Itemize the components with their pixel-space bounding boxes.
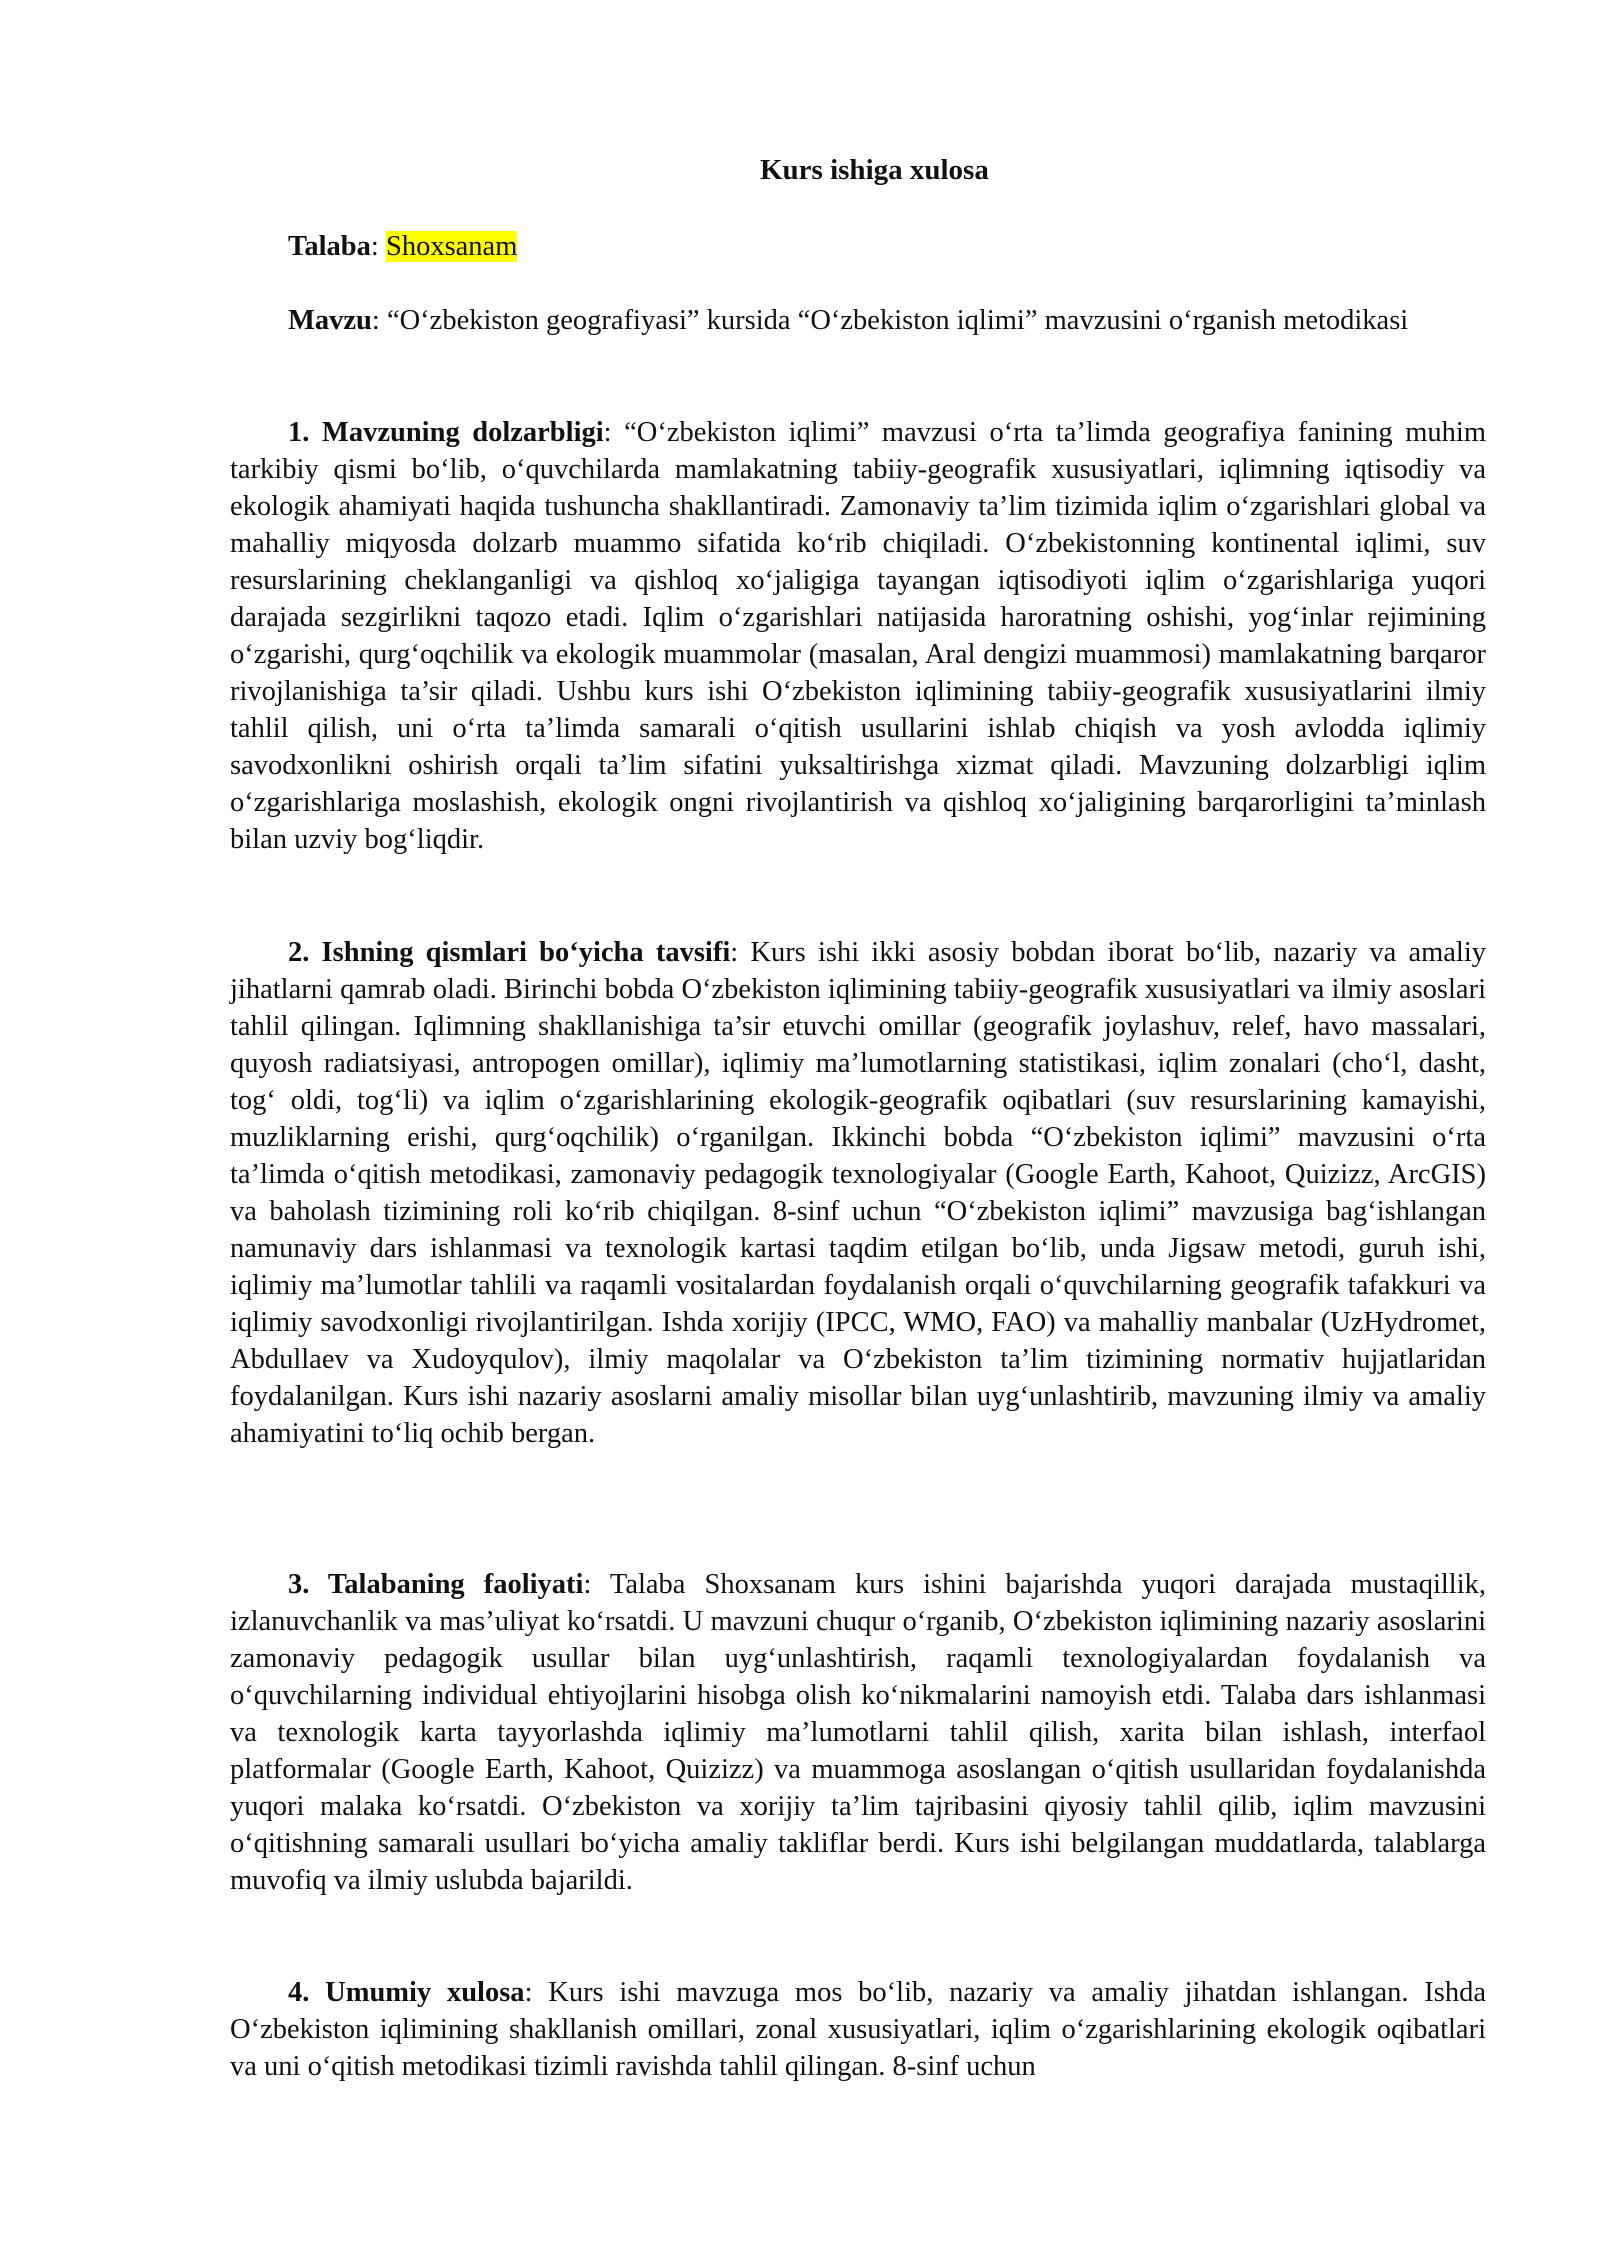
section-text: Talaba Shoxsanam kurs ishini bajarishda yuqori darajada mustaqillik, izlanuvchanlik va mas’uliyat ko‘rsatdi. U mavzuni chuqur o‘rganib, O‘zbekiston iqlimining nazariy asoslarini zamonaviy pedagogik usullar bilan uyg‘unlashtirish, raqamli texnologiyalardan foydalanish va o‘quvchilarning individual ehtiyojlarini hisobga olish ko‘nikmalarini namoyish etdi. Talaba dars ishlanmasi va texnologik karta tayyorlashda iqlimiy ma’lumotlarni tahlil qilish, xarita bilan ishlash, interfaol platformalar (Google Earth, Kahoot, Quizizz) va muammoga asoslangan o‘qitish usullaridan foydalanishda yuqori malaka ko‘rsatdi. O‘zbekiston va xorijiy ta’lim tajribasini qiyosiy tahlil qilib, iqlim mavzusini o‘qitishning samarali usullari bo‘yicha amaliy takliflar berdi. Kurs ishi belgilangan muddatlarda, talablarga muvofiq va ilmiy uslubda bajarildi. <box>230 1569 1486 1896</box>
section-separator: : <box>583 1569 610 1600</box>
section-heading: 3. Talabaning faoliyati <box>288 1569 584 1600</box>
student-separator: : <box>370 231 386 262</box>
section-separator: : <box>603 417 625 448</box>
section-relevance <box>230 414 1486 858</box>
topic-paragraph <box>230 302 1486 339</box>
section-heading: 1. Mavzuning dolzarbligi <box>288 417 604 448</box>
section-heading: 4. Umumiy xulosa <box>288 1977 525 2008</box>
section-parts-description <box>230 934 1486 1452</box>
student-name: Shoxsanam <box>385 231 518 262</box>
section-separator: : <box>524 1977 549 2008</box>
section-text: Kurs ishi mavzuga mos bo‘lib, nazariy va amaliy jihatdan ishlangan. Ishda O‘zbekiston iqlimining shakllanish omillari, zonal xususiyatlari, iqlim o‘zgarishlarining ekologik oqibatlari va uni o‘qitish metodikasi tizimli ravishda tahlil qilingan. 8-sinf uchun <box>230 1977 1487 2082</box>
topic-text: “O‘zbekiston geografiyasi” kursida “O‘zbekiston iqlimi” mavzusini o‘rganish metodikasi <box>386 305 1409 336</box>
student-line <box>288 228 517 265</box>
section-heading: 2. Ishning qismlari bo‘yicha tavsifi <box>288 937 731 968</box>
section-text: Kurs ishi ikki asosiy bobdan iborat bo‘lib, nazariy va amaliy jihatlarni qamrab oladi. Birinchi bobda O‘zbekiston iqlimining tabiiy-geografik xususiyatlari va ilmiy asoslari tahlil qilingan. Iqlimning shakllanishiga ta’sir etuvchi omillar (geografik joylashuv, relef, havo massalari, quyosh radiatsiyasi, antropogen omillar), iqlimiy ma’lumotlarning statistikasi, iqlim zonalari (cho‘l, dasht, tog‘ oldi, tog‘li) va iqlim o‘zgarishlarining ekologik-geografik oqibatlari (suv resurslarining kamayishi, muzliklarning erishi, qurg‘oqchilik) o‘rganilgan. Ikkinchi bobda “O‘zbekiston iqlimi” mavzusini o‘rta ta’limda o‘qitish metodikasi, zamonaviy pedagogik texnologiyalar (Google Earth, Kahoot, Quizizz, ArcGIS) va baholash tizimining roli ko‘rib chiqilgan. 8-sinf uchun “O‘zbekiston iqlimi” mavzusiga bag‘ishlangan namunaviy dars ishlanmasi va texnologik kartasi taqdim etilgan bo‘lib, unda Jigsaw metodi, guruh ishi, iqlimiy ma’lumotlar tahlili va raqamli vositalardan foydalanish orqali o‘quvchilarning geografik tafakkuri va iqlimiy savodxonligi rivojlantirilgan. Ishda xorijiy (IPCC, WMO, FAO) va mahalliy manbalar (UzHydromet, Abdullaev va Xudoyqulov), ilmiy maqolalar va O‘zbekiston ta’lim tizimining normativ hujjatlaridan foydalanilgan. Kurs ishi nazariy asoslarni amaliy misollar bilan uyg‘unlashtirib, mavzuning ilmiy va amaliy ahamiyatini to‘liq ochib bergan. <box>230 937 1487 1449</box>
student-label: Talaba <box>288 231 371 262</box>
section-text: “O‘zbekiston iqlimi” mavzusi o‘rta ta’limda geografiya fanining muhim tarkibiy qismi bo‘lib, o‘quvchilarda mamlakatning tabiiy-geografik xususiyatlari, iqlimning iqtisodiy va ekologik ahamiyati haqida tushuncha shakllantiradi. Zamonaviy ta’lim tizimida iqlim o‘zgarishlari global va mahalliy miqyosda dolzarb muammo sifatida ko‘rib chiqiladi. O‘zbekistonning kontinental iqlimi, suv resurslarining cheklanganligi va qishloq xo‘jaligiga tayangan iqtisodiyoti iqlim o‘zgarishlariga yuqori darajada sezgirlikni taqozo etadi. Iqlim o‘zgarishlari natijasida haroratning oshishi, yog‘inlar rejimining o‘zgarishi, qurg‘oqchilik va ekologik muammolar (masalan, Aral dengizi muammosi) mamlakatning barqaror rivojlanishiga ta’sir qiladi. Ushbu kurs ishi O‘zbekiston iqlimining tabiiy-geografik xususiyatlarini ilmiy tahlil qilish, uni o‘rta ta’limda samarali o‘qitish usullarini ishlab chiqish va yosh avlodda iqlimiy savodxonlikni oshirish orqali ta’lim sifatini yuksaltirishga xizmat qiladi. Mavzuning dolzarbligi iqlim o‘zgarishlariga moslashish, ekologik ongni rivojlantirish va qishloq xo‘jaligining barqarorligini ta’minlash bilan uzviy bog‘liqdir. <box>230 417 1486 855</box>
section-general-conclusion <box>230 1974 1486 2085</box>
page-title: Kurs ishiga xulosa <box>760 154 989 186</box>
topic-separator: : <box>371 305 387 336</box>
section-student-activity <box>230 1566 1486 1899</box>
section-separator: : <box>730 937 751 968</box>
topic-label: Mavzu <box>288 305 372 336</box>
